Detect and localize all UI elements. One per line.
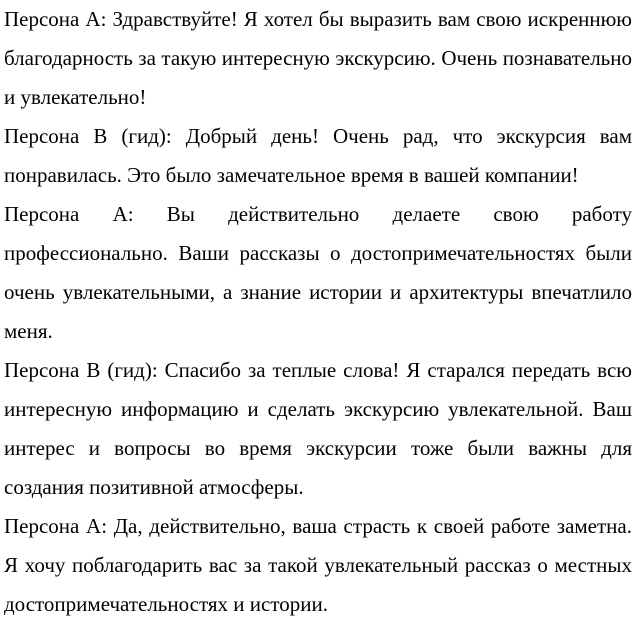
dialogue-paragraph: Персона В (гид): Добрый день! Очень рад, что экскурсия вам понравилась. Это было замечательное время в вашей компании! (4, 124, 632, 187)
dialogue-paragraph: Персона А: Да, действительно, ваша страсть к своей работе заметна. Я хочу поблагодарить вас за такой увлекательный рассказ о местных достопримечательностях и истории. (4, 514, 632, 616)
dialogue-paragraph: Персона А: Вы действительно делаете свою работу профессионально. Ваши рассказы о достопримечательностях были очень увлекательными, а знание истории и архитектуры впечатлило меня. (4, 202, 632, 343)
dialogue-paragraph: Персона А: Здравствуйте! Я хотел бы выразить вам свою искреннюю благодарность за такую интересную экскурсию. Очень познавательно и увлекательно! (4, 7, 632, 109)
dialogue-paragraph: Персона В (гид): Спасибо за теплые слова! Я старался передать всю интересную информацию и сделать экскурсию увлекательной. Ваш интерес и вопросы во время экскурсии тоже были важны для создания позитивной атмосферы. (4, 358, 632, 499)
dialogue-document (4, 0, 632, 624)
